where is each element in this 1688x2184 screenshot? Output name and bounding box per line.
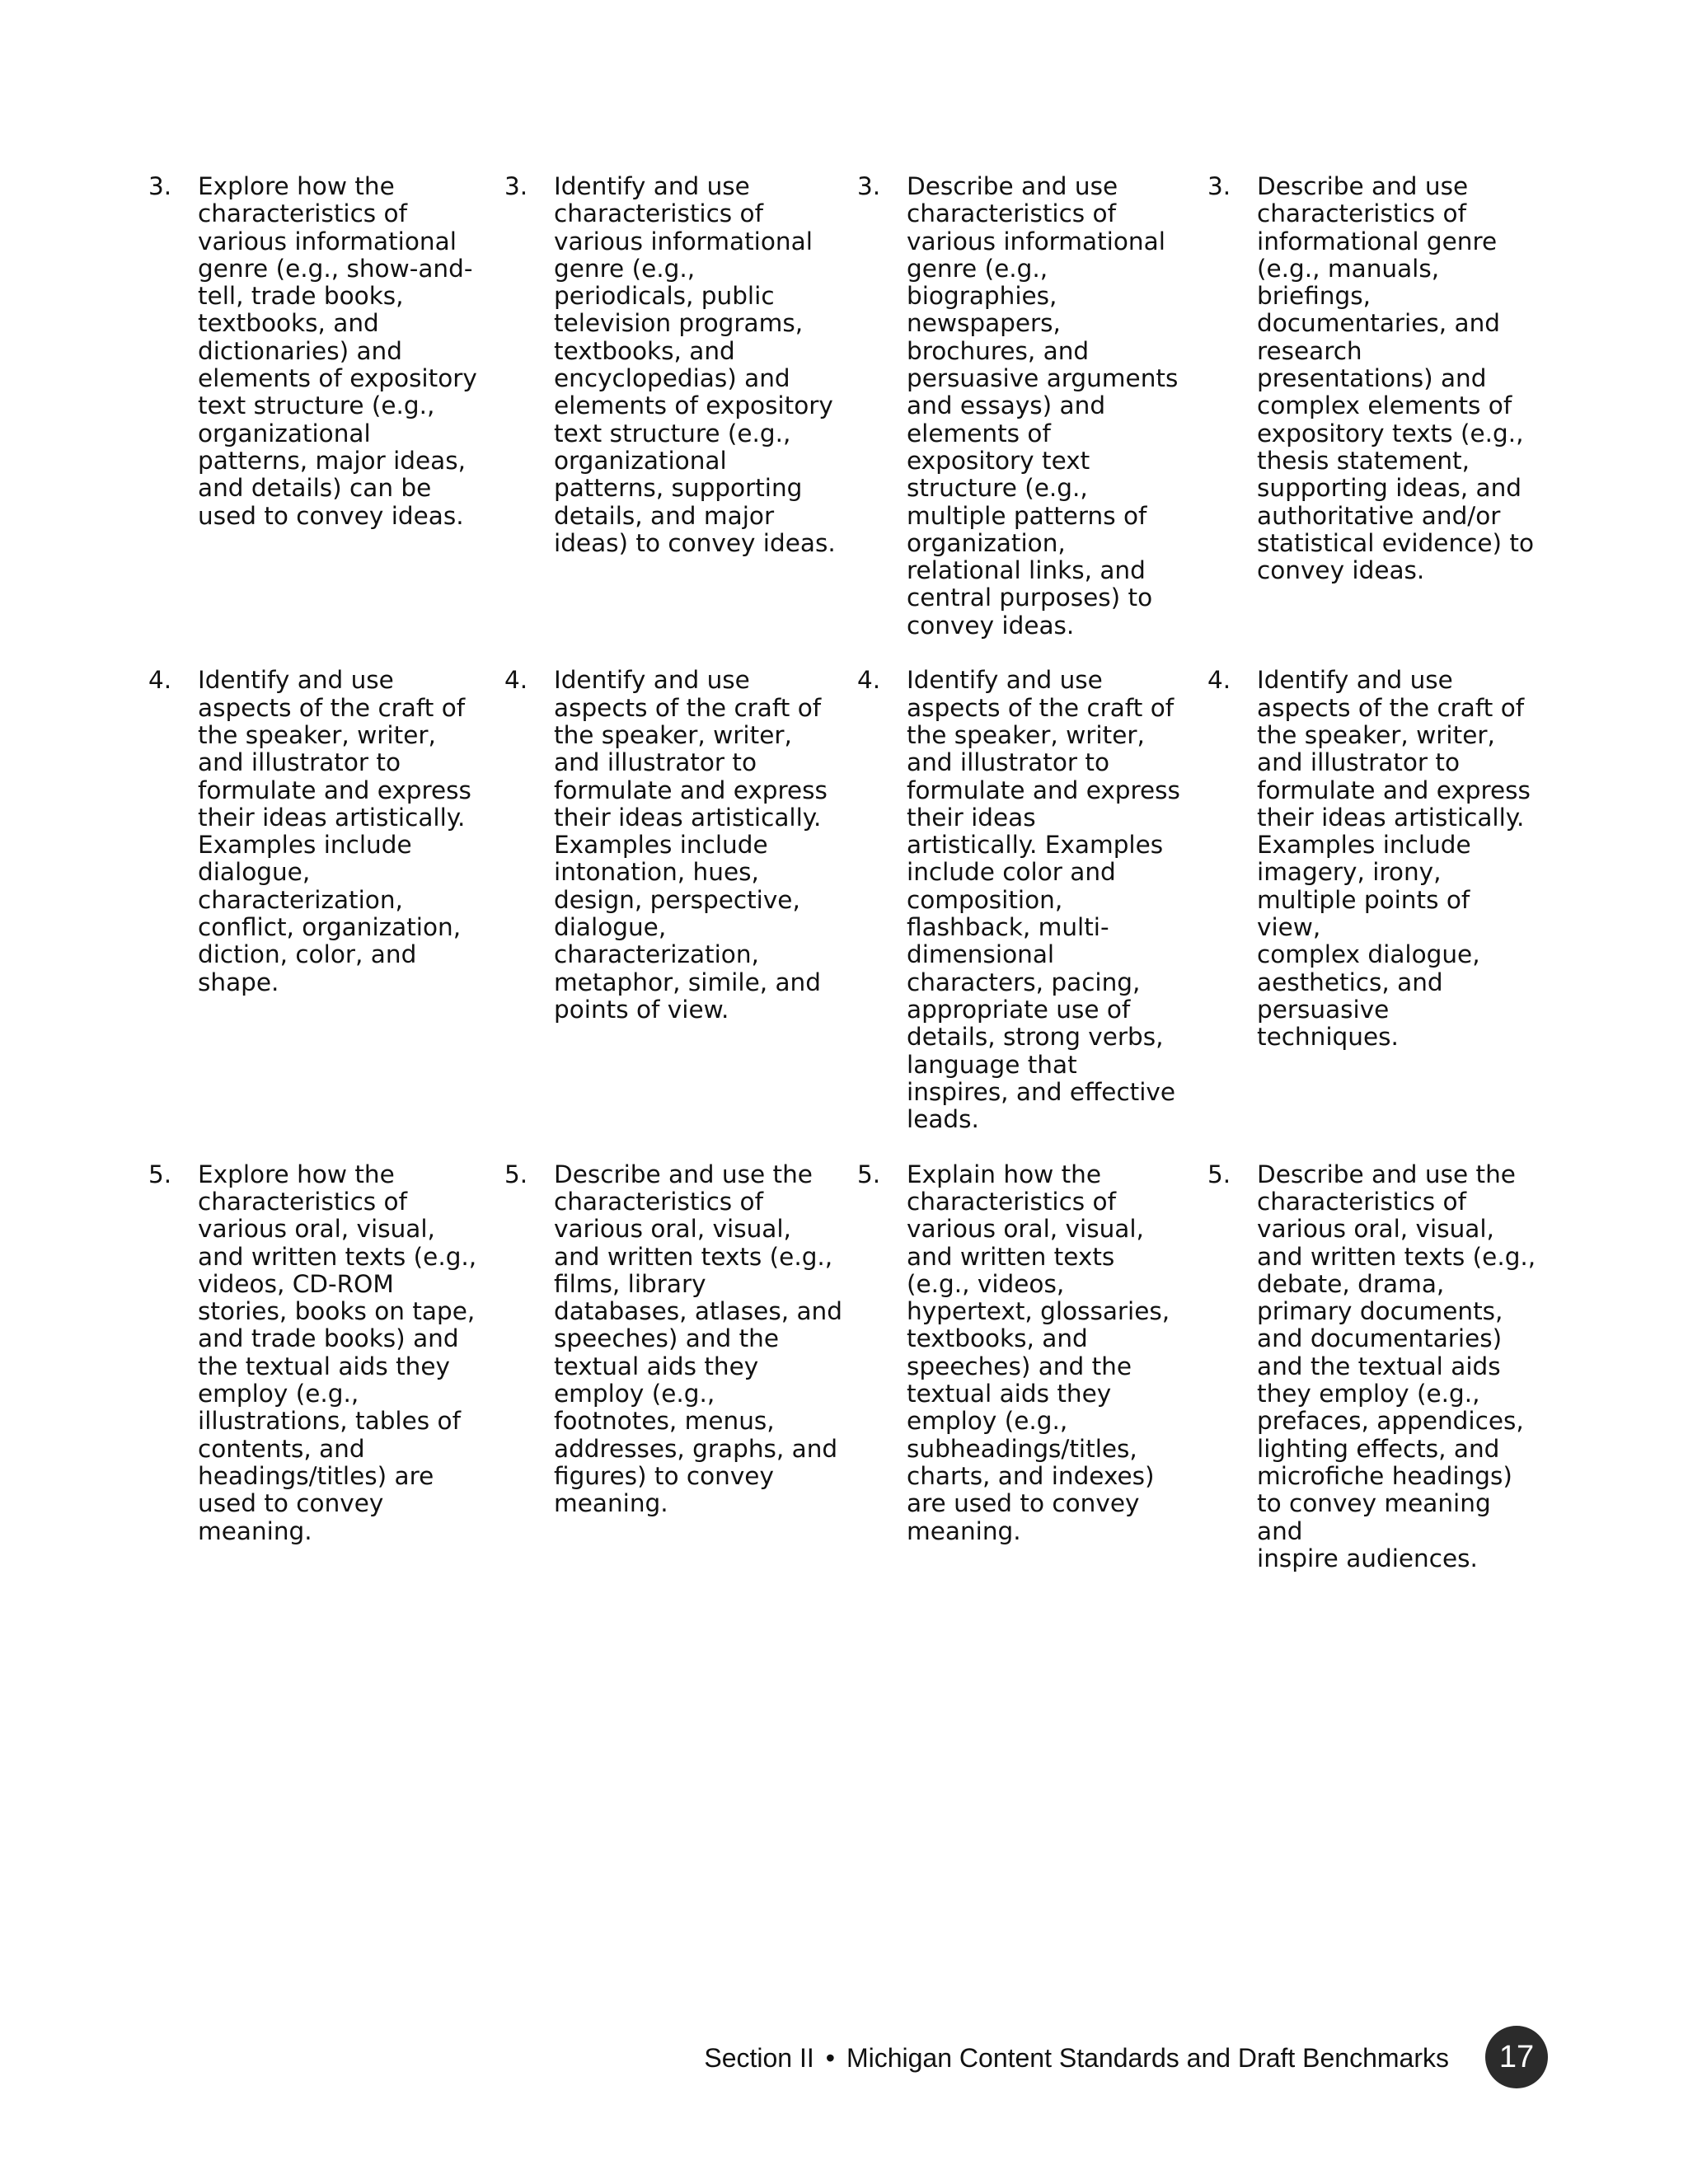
item-text: Explore how the characteristics of various informational genre (e.g., show-and- tell, trade books, textbooks, and dictionaries) and elements of expository text structure (e.g., organizational patterns, major ideas, and details) can be used to convey ideas. <box>198 172 477 530</box>
benchmark-cell <box>504 173 857 640</box>
benchmark-row-3 <box>148 173 1541 640</box>
benchmark-cell <box>857 667 1207 1133</box>
benchmark-cell <box>148 1161 504 1572</box>
benchmark-cell <box>1207 1161 1541 1572</box>
benchmark-cell <box>148 667 504 1133</box>
page-footer <box>0 2026 1688 2092</box>
benchmark-cell <box>857 173 1207 640</box>
item-text: Identify and use aspects of the craft of the speaker, writer, and illustrator to formulate and express their ideas artistically. Examples include dialogue, characterization, conflict, organization, diction, color, and shape. <box>198 666 471 996</box>
item-number: 5. <box>504 1160 528 1188</box>
benchmark-cell <box>1207 173 1541 640</box>
item-number: 5. <box>148 1160 172 1188</box>
item-number: 4. <box>1207 666 1231 695</box>
item-text: Describe and use the characteristics of various oral, visual, and written texts (e.g., debate, drama, primary documents, and documentaries) and the textual aids they employ (e.g., prefaces, appendices, lighting effects, and microfiche headings) to convey meaning and inspire audiences. <box>1257 1160 1536 1572</box>
benchmark-cell <box>857 1161 1207 1572</box>
footer-caption <box>704 2041 1449 2074</box>
footer-section: Section II <box>704 2043 814 2073</box>
item-text: Explain how the characteristics of various oral, visual, and written texts (e.g., videos, hypertext, glossaries, textbooks, and speeches) and the textual aids they employ (e.g., subheadings/titles, charts, and indexes) are used to convey meaning. <box>907 1160 1170 1545</box>
item-number: 3. <box>504 172 528 200</box>
benchmark-cell <box>1207 667 1541 1133</box>
item-text: Explore how the characteristics of various oral, visual, and written texts (e.g., videos, CD-ROM stories, books on tape, and trade books) and the textual aids they employ (e.g., illustrations, tables of contents, and headings/titles) are used to convey meaning. <box>198 1160 477 1545</box>
item-number: 4. <box>148 666 172 695</box>
item-text: Identify and use aspects of the craft of the speaker, writer, and illustrator to formulate and express their ideas artistically. Examples include color and composition, flashback, multi- dimensional characters, pacing, appropriate use of details, strong verbs, language that inspires, and effective leads. <box>907 666 1180 1134</box>
benchmark-row-4 <box>148 667 1541 1133</box>
item-text: Describe and use characteristics of various informational genre (e.g., biographies, newspapers, brochures, and persuasive arguments and essays) and elements of expository text structure (e.g., multiple patterns of organization, relational links, and central purposes) to convey ideas. <box>907 172 1179 640</box>
benchmark-cell <box>148 173 504 640</box>
item-number: 5. <box>1207 1160 1231 1188</box>
benchmark-row-5 <box>148 1161 1541 1572</box>
item-text: Identify and use aspects of the craft of the speaker, writer, and illustrator to formulate and express their ideas artistically. Examples include intonation, hues, design, perspective, dialogue, characterization, metaphor, simile, and points of view. <box>554 666 828 1024</box>
item-text: Identify and use characteristics of various informational genre (e.g., periodicals, public television programs, textbooks, and encyclopedias) and elements of expository text structure (e.g., organizational patterns, supporting details, and major ideas) to convey ideas. <box>554 172 836 557</box>
item-text: Identify and use aspects of the craft of the speaker, writer, and illustrator to formulate and express their ideas artistically. Examples include imagery, irony, multiple points of view, complex dialogue, aesthetics, and persuasive techniques. <box>1257 666 1531 1052</box>
item-number: 3. <box>857 172 881 200</box>
benchmark-cell <box>504 667 857 1133</box>
item-number: 4. <box>857 666 881 695</box>
item-number: 3. <box>148 172 172 200</box>
item-number: 5. <box>857 1160 881 1188</box>
benchmarks-table <box>148 173 1541 1572</box>
item-text: Describe and use the characteristics of various oral, visual, and written texts (e.g., films, library databases, atlases, and speeches) and the textual aids they employ (e.g., footnotes, menus, addresses, graphs, and figures) to convey meaning. <box>554 1160 842 1518</box>
footer-title: Michigan Content Standards and Draft Benchmarks <box>846 2043 1449 2073</box>
item-number: 3. <box>1207 172 1231 200</box>
benchmark-cell <box>504 1161 857 1572</box>
page-number: 17 <box>1498 2040 1535 2074</box>
footer-bullet: • <box>825 2043 835 2073</box>
item-text: Describe and use characteristics of informational genre (e.g., manuals, briefings, documentaries, and research presentations) and complex elements of expository texts (e.g., thesis statement, supporting ideas, and authoritative and/or statistical evidence) to convey ideas. <box>1257 172 1535 585</box>
page-number-badge <box>1485 2026 1548 2088</box>
item-number: 4. <box>504 666 528 695</box>
